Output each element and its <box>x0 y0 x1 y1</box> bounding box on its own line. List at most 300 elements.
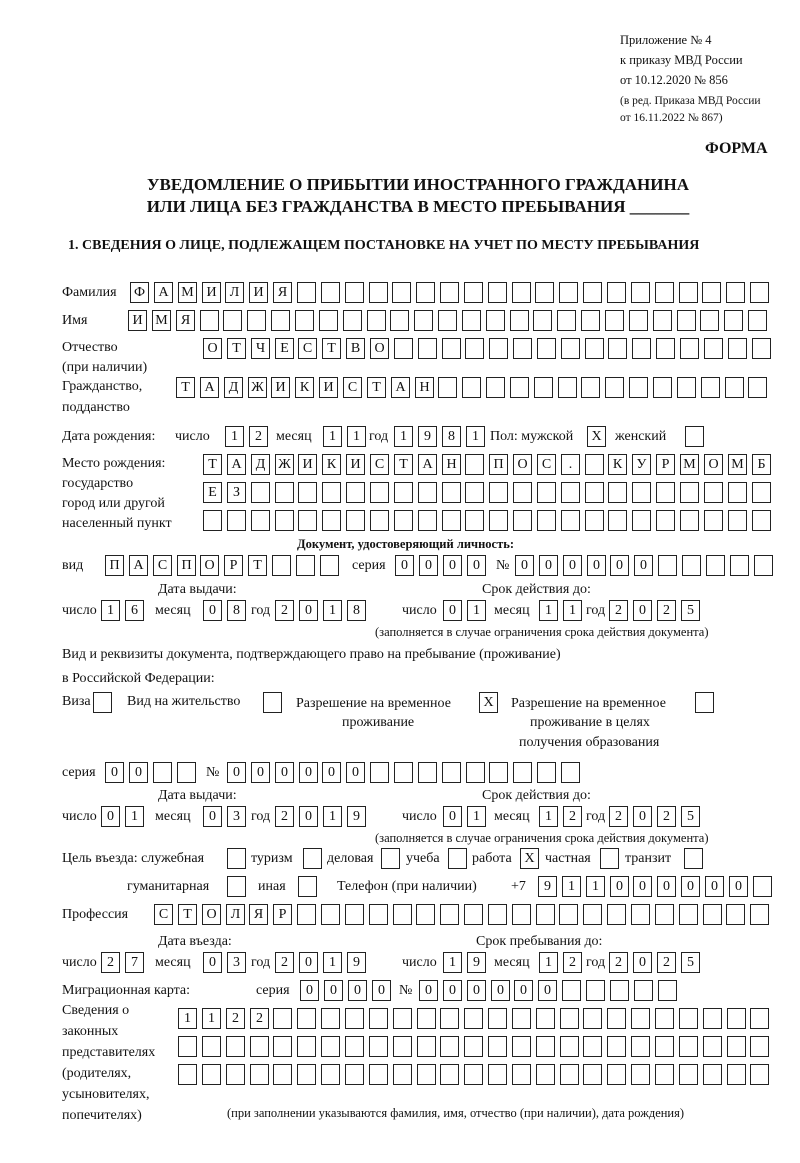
profession-cell[interactable]: Я <box>249 904 268 925</box>
id-number-cell[interactable] <box>658 555 677 576</box>
transit-checkbox[interactable] <box>684 848 703 869</box>
stay-number-cell[interactable]: 0 <box>322 762 341 783</box>
until-month-cell[interactable]: 1 <box>539 952 558 973</box>
visa-checkbox[interactable] <box>93 692 112 713</box>
name-cell[interactable] <box>343 310 362 331</box>
birth-place-3-cell[interactable] <box>608 510 627 531</box>
reps-2-cell[interactable] <box>536 1036 555 1057</box>
birth-place-3-cell[interactable] <box>680 510 699 531</box>
reps-2-cell[interactable] <box>631 1036 650 1057</box>
id-series-cell[interactable]: 0 <box>395 555 414 576</box>
name-cell[interactable]: И <box>128 310 147 331</box>
name-cell[interactable] <box>223 310 242 331</box>
until-year-cell[interactable]: 5 <box>681 952 700 973</box>
birth-place-2-cell[interactable] <box>656 482 675 503</box>
id-issue-year-cell[interactable]: 0 <box>299 600 318 621</box>
birth-place-3-cell[interactable] <box>298 510 317 531</box>
patronymic-cell[interactable]: Т <box>322 338 341 359</box>
stay-series-cell[interactable] <box>153 762 172 783</box>
reps-1-cell[interactable] <box>393 1008 412 1029</box>
birth-place-1-cell[interactable]: А <box>227 454 246 475</box>
birth-place-3-cell[interactable] <box>465 510 484 531</box>
birth-place-3-cell[interactable] <box>561 510 580 531</box>
profession-cell[interactable] <box>488 904 507 925</box>
id-number-cell[interactable]: 0 <box>515 555 534 576</box>
entry-year-cell[interactable]: 0 <box>299 952 318 973</box>
citizenship-cell[interactable] <box>725 377 744 398</box>
name-cell[interactable] <box>295 310 314 331</box>
card-series-cell[interactable]: 0 <box>324 980 343 1001</box>
reps-2-cell[interactable] <box>655 1036 674 1057</box>
card-series-cell[interactable]: 0 <box>300 980 319 1001</box>
surname-cell[interactable] <box>726 282 745 303</box>
stay-valid-day-cell[interactable]: 0 <box>443 806 462 827</box>
id-valid-month-cell[interactable]: 1 <box>539 600 558 621</box>
surname-cell[interactable]: Л <box>225 282 244 303</box>
birth-year-cell[interactable]: 9 <box>418 426 437 447</box>
id-issue-month-cell[interactable]: 0 <box>203 600 222 621</box>
entry-month-cell[interactable]: 0 <box>203 952 222 973</box>
birth-place-1-cell[interactable]: М <box>728 454 747 475</box>
id-number-cell[interactable] <box>754 555 773 576</box>
edu-permit-checkbox[interactable] <box>695 692 714 713</box>
male-checkbox[interactable]: X <box>587 426 606 447</box>
reps-1-cell[interactable] <box>512 1008 531 1029</box>
id-series-cell[interactable]: 0 <box>467 555 486 576</box>
stay-number-cell[interactable] <box>418 762 437 783</box>
profession-cell[interactable] <box>631 904 650 925</box>
profession-cell[interactable] <box>440 904 459 925</box>
reps-2-cell[interactable] <box>417 1036 436 1057</box>
surname-cell[interactable] <box>512 282 531 303</box>
entry-day-cell[interactable]: 2 <box>101 952 120 973</box>
profession-cell[interactable] <box>464 904 483 925</box>
reps-3-cell[interactable] <box>297 1064 316 1085</box>
name-cell[interactable] <box>200 310 219 331</box>
stay-issue-year-cell[interactable]: 2 <box>275 806 294 827</box>
patronymic-cell[interactable]: С <box>298 338 317 359</box>
reps-2-cell[interactable] <box>750 1036 769 1057</box>
temp-permit-checkbox[interactable]: X <box>479 692 498 713</box>
surname-cell[interactable] <box>655 282 674 303</box>
reps-2-cell[interactable] <box>727 1036 746 1057</box>
patronymic-cell[interactable] <box>537 338 556 359</box>
profession-cell[interactable]: Т <box>178 904 197 925</box>
name-cell[interactable] <box>462 310 481 331</box>
reps-2-cell[interactable] <box>321 1036 340 1057</box>
official-checkbox[interactable] <box>227 848 246 869</box>
stay-issue-year-cell[interactable]: 1 <box>323 806 342 827</box>
stay-issue-day-cell[interactable]: 1 <box>125 806 144 827</box>
reps-2-cell[interactable] <box>273 1036 292 1057</box>
patronymic-cell[interactable] <box>608 338 627 359</box>
phone-cell[interactable]: 0 <box>610 876 629 897</box>
name-cell[interactable] <box>247 310 266 331</box>
birth-place-3-cell[interactable] <box>227 510 246 531</box>
reps-3-cell[interactable] <box>560 1064 579 1085</box>
profession-cell[interactable] <box>607 904 626 925</box>
reps-3-cell[interactable] <box>178 1064 197 1085</box>
name-cell[interactable] <box>414 310 433 331</box>
card-number-cell[interactable]: 0 <box>419 980 438 1001</box>
id-issue-year-cell[interactable]: 8 <box>347 600 366 621</box>
stay-number-cell[interactable] <box>370 762 389 783</box>
citizenship-cell[interactable] <box>605 377 624 398</box>
reps-3-cell[interactable] <box>273 1064 292 1085</box>
id-issue-day-cell[interactable]: 1 <box>101 600 120 621</box>
reps-3-cell[interactable] <box>536 1064 555 1085</box>
phone-cell[interactable]: 0 <box>657 876 676 897</box>
patronymic-cell[interactable] <box>513 338 532 359</box>
surname-cell[interactable] <box>559 282 578 303</box>
id-valid-month-cell[interactable]: 1 <box>563 600 582 621</box>
birth-place-2-cell[interactable] <box>322 482 341 503</box>
birth-place-1-cell[interactable]: И <box>298 454 317 475</box>
card-number-cell[interactable] <box>610 980 629 1001</box>
stay-number-cell[interactable]: 0 <box>299 762 318 783</box>
stay-number-cell[interactable] <box>489 762 508 783</box>
surname-cell[interactable] <box>702 282 721 303</box>
patronymic-cell[interactable]: О <box>370 338 389 359</box>
id-number-cell[interactable]: 0 <box>563 555 582 576</box>
birth-place-2-cell[interactable]: З <box>227 482 246 503</box>
entry-month-cell[interactable]: 3 <box>227 952 246 973</box>
card-number-cell[interactable]: 0 <box>538 980 557 1001</box>
surname-cell[interactable] <box>607 282 626 303</box>
reps-3-cell[interactable] <box>607 1064 626 1085</box>
until-day-cell[interactable]: 1 <box>443 952 462 973</box>
birth-place-1-cell[interactable]: С <box>537 454 556 475</box>
reps-3-cell[interactable] <box>679 1064 698 1085</box>
stay-issue-day-cell[interactable]: 0 <box>101 806 120 827</box>
surname-cell[interactable] <box>321 282 340 303</box>
birth-place-1-cell[interactable]: П <box>489 454 508 475</box>
surname-cell[interactable]: М <box>178 282 197 303</box>
female-checkbox[interactable] <box>685 426 704 447</box>
patronymic-cell[interactable]: Е <box>275 338 294 359</box>
reps-3-cell[interactable] <box>202 1064 221 1085</box>
citizenship-cell[interactable] <box>701 377 720 398</box>
id-valid-year-cell[interactable]: 2 <box>657 600 676 621</box>
profession-cell[interactable] <box>750 904 769 925</box>
birth-day-cell[interactable]: 1 <box>225 426 244 447</box>
name-cell[interactable] <box>438 310 457 331</box>
until-year-cell[interactable]: 2 <box>657 952 676 973</box>
surname-cell[interactable] <box>416 282 435 303</box>
stay-valid-year-cell[interactable]: 2 <box>609 806 628 827</box>
surname-cell[interactable] <box>369 282 388 303</box>
birth-place-1-cell[interactable]: М <box>680 454 699 475</box>
phone-cell[interactable]: 0 <box>633 876 652 897</box>
birth-place-2-cell[interactable] <box>275 482 294 503</box>
reps-2-cell[interactable] <box>393 1036 412 1057</box>
reps-3-cell[interactable] <box>417 1064 436 1085</box>
stay-valid-year-cell[interactable]: 5 <box>681 806 700 827</box>
birth-place-1-cell[interactable]: . <box>561 454 580 475</box>
reps-2-cell[interactable] <box>250 1036 269 1057</box>
birth-place-1-cell[interactable]: Р <box>656 454 675 475</box>
reps-1-cell[interactable] <box>297 1008 316 1029</box>
patronymic-cell[interactable]: Ч <box>251 338 270 359</box>
birth-place-1-cell[interactable]: К <box>608 454 627 475</box>
birth-place-3-cell[interactable] <box>275 510 294 531</box>
card-number-cell[interactable] <box>634 980 653 1001</box>
name-cell[interactable] <box>390 310 409 331</box>
reps-1-cell[interactable] <box>607 1008 626 1029</box>
patronymic-cell[interactable]: Т <box>227 338 246 359</box>
reps-2-cell[interactable] <box>297 1036 316 1057</box>
id-kind-cell[interactable] <box>320 555 339 576</box>
reps-3-cell[interactable] <box>250 1064 269 1085</box>
birth-place-1-cell[interactable] <box>465 454 484 475</box>
reps-2-cell[interactable] <box>440 1036 459 1057</box>
birth-place-3-cell[interactable] <box>251 510 270 531</box>
until-month-cell[interactable]: 2 <box>563 952 582 973</box>
birth-place-2-cell[interactable] <box>394 482 413 503</box>
tourism-checkbox[interactable] <box>303 848 322 869</box>
name-cell[interactable] <box>367 310 386 331</box>
reps-3-cell[interactable] <box>440 1064 459 1085</box>
stay-series-cell[interactable]: 0 <box>105 762 124 783</box>
birth-place-3-cell[interactable] <box>346 510 365 531</box>
id-number-cell[interactable]: 0 <box>610 555 629 576</box>
reps-3-cell[interactable] <box>226 1064 245 1085</box>
birth-place-2-cell[interactable] <box>251 482 270 503</box>
birth-place-2-cell[interactable]: Е <box>203 482 222 503</box>
surname-cell[interactable] <box>345 282 364 303</box>
card-number-cell[interactable]: 0 <box>514 980 533 1001</box>
profession-cell[interactable]: С <box>154 904 173 925</box>
birth-place-3-cell[interactable] <box>203 510 222 531</box>
id-valid-year-cell[interactable]: 0 <box>633 600 652 621</box>
birth-place-2-cell[interactable] <box>513 482 532 503</box>
card-number-cell[interactable]: 0 <box>467 980 486 1001</box>
birth-month-cell[interactable]: 1 <box>347 426 366 447</box>
id-series-cell[interactable]: 0 <box>443 555 462 576</box>
until-year-cell[interactable]: 2 <box>609 952 628 973</box>
id-valid-day-cell[interactable]: 1 <box>467 600 486 621</box>
stay-issue-month-cell[interactable]: 3 <box>227 806 246 827</box>
reps-2-cell[interactable] <box>369 1036 388 1057</box>
id-valid-day-cell[interactable]: 0 <box>443 600 462 621</box>
stay-number-cell[interactable] <box>513 762 532 783</box>
birth-place-1-cell[interactable]: Т <box>203 454 222 475</box>
until-day-cell[interactable]: 9 <box>467 952 486 973</box>
reps-1-cell[interactable] <box>679 1008 698 1029</box>
reps-3-cell[interactable] <box>369 1064 388 1085</box>
profession-cell[interactable] <box>369 904 388 925</box>
citizenship-cell[interactable] <box>581 377 600 398</box>
birth-place-2-cell[interactable] <box>632 482 651 503</box>
profession-cell[interactable] <box>703 904 722 925</box>
reps-2-cell[interactable] <box>178 1036 197 1057</box>
birth-place-1-cell[interactable]: О <box>513 454 532 475</box>
profession-cell[interactable] <box>536 904 555 925</box>
reps-1-cell[interactable] <box>464 1008 483 1029</box>
card-number-cell[interactable]: 0 <box>443 980 462 1001</box>
private-checkbox[interactable] <box>600 848 619 869</box>
reps-3-cell[interactable] <box>727 1064 746 1085</box>
reps-1-cell[interactable] <box>631 1008 650 1029</box>
birth-place-2-cell[interactable] <box>561 482 580 503</box>
citizenship-cell[interactable]: Ж <box>248 377 267 398</box>
stay-number-cell[interactable] <box>537 762 556 783</box>
id-number-cell[interactable] <box>706 555 725 576</box>
citizenship-cell[interactable] <box>486 377 505 398</box>
citizenship-cell[interactable] <box>748 377 767 398</box>
patronymic-cell[interactable] <box>656 338 675 359</box>
reps-3-cell[interactable] <box>512 1064 531 1085</box>
id-kind-cell[interactable]: Т <box>248 555 267 576</box>
id-number-cell[interactable]: 0 <box>634 555 653 576</box>
entry-year-cell[interactable]: 9 <box>347 952 366 973</box>
id-issue-month-cell[interactable]: 8 <box>227 600 246 621</box>
phone-cell[interactable]: 1 <box>562 876 581 897</box>
birth-place-1-cell[interactable]: Н <box>442 454 461 475</box>
stay-valid-year-cell[interactable]: 0 <box>633 806 652 827</box>
citizenship-cell[interactable]: Д <box>224 377 243 398</box>
birth-place-2-cell[interactable] <box>537 482 556 503</box>
surname-cell[interactable] <box>297 282 316 303</box>
name-cell[interactable] <box>724 310 743 331</box>
patronymic-cell[interactable]: О <box>203 338 222 359</box>
id-issue-year-cell[interactable]: 2 <box>275 600 294 621</box>
citizenship-cell[interactable]: Н <box>415 377 434 398</box>
stay-valid-month-cell[interactable]: 1 <box>539 806 558 827</box>
id-number-cell[interactable]: 0 <box>587 555 606 576</box>
reps-3-cell[interactable] <box>750 1064 769 1085</box>
citizenship-cell[interactable]: И <box>319 377 338 398</box>
patronymic-cell[interactable] <box>728 338 747 359</box>
birth-place-1-cell[interactable]: С <box>370 454 389 475</box>
profession-cell[interactable] <box>726 904 745 925</box>
name-cell[interactable] <box>486 310 505 331</box>
birth-year-cell[interactable]: 1 <box>394 426 413 447</box>
birth-place-3-cell[interactable] <box>513 510 532 531</box>
name-cell[interactable] <box>271 310 290 331</box>
other-checkbox[interactable] <box>298 876 317 897</box>
profession-cell[interactable] <box>655 904 674 925</box>
reps-1-cell[interactable] <box>560 1008 579 1029</box>
surname-cell[interactable]: И <box>249 282 268 303</box>
birth-place-3-cell[interactable] <box>489 510 508 531</box>
citizenship-cell[interactable]: С <box>343 377 362 398</box>
name-cell[interactable]: Я <box>176 310 195 331</box>
stay-valid-year-cell[interactable]: 2 <box>657 806 676 827</box>
phone-cell[interactable]: 9 <box>538 876 557 897</box>
citizenship-cell[interactable] <box>558 377 577 398</box>
name-cell[interactable] <box>581 310 600 331</box>
patronymic-cell[interactable] <box>442 338 461 359</box>
id-kind-cell[interactable]: С <box>153 555 172 576</box>
id-kind-cell[interactable] <box>272 555 291 576</box>
id-kind-cell[interactable]: О <box>200 555 219 576</box>
birth-place-1-cell[interactable]: И <box>346 454 365 475</box>
name-cell[interactable] <box>677 310 696 331</box>
patronymic-cell[interactable] <box>394 338 413 359</box>
reps-2-cell[interactable] <box>703 1036 722 1057</box>
card-series-cell[interactable]: 0 <box>348 980 367 1001</box>
birth-place-1-cell[interactable]: Б <box>752 454 771 475</box>
profession-cell[interactable]: Р <box>273 904 292 925</box>
reps-3-cell[interactable] <box>393 1064 412 1085</box>
birth-place-3-cell[interactable] <box>442 510 461 531</box>
entry-year-cell[interactable]: 2 <box>275 952 294 973</box>
profession-cell[interactable]: Л <box>226 904 245 925</box>
birth-place-2-cell[interactable] <box>608 482 627 503</box>
name-cell[interactable] <box>700 310 719 331</box>
birth-place-1-cell[interactable]: Ж <box>275 454 294 475</box>
profession-cell[interactable] <box>583 904 602 925</box>
reps-2-cell[interactable] <box>488 1036 507 1057</box>
citizenship-cell[interactable] <box>677 377 696 398</box>
reps-3-cell[interactable] <box>655 1064 674 1085</box>
birth-place-3-cell[interactable] <box>752 510 771 531</box>
id-number-cell[interactable] <box>682 555 701 576</box>
birth-place-1-cell[interactable]: У <box>632 454 651 475</box>
reps-1-cell[interactable] <box>727 1008 746 1029</box>
reps-1-cell[interactable] <box>321 1008 340 1029</box>
reps-1-cell[interactable]: 1 <box>202 1008 221 1029</box>
reps-1-cell[interactable] <box>440 1008 459 1029</box>
birth-place-2-cell[interactable] <box>418 482 437 503</box>
id-kind-cell[interactable]: Р <box>224 555 243 576</box>
id-issue-year-cell[interactable]: 1 <box>323 600 342 621</box>
card-series-cell[interactable]: 0 <box>372 980 391 1001</box>
reps-2-cell[interactable] <box>607 1036 626 1057</box>
stay-series-cell[interactable]: 0 <box>129 762 148 783</box>
reps-2-cell[interactable] <box>583 1036 602 1057</box>
profession-cell[interactable] <box>345 904 364 925</box>
reps-3-cell[interactable] <box>488 1064 507 1085</box>
patronymic-cell[interactable] <box>489 338 508 359</box>
surname-cell[interactable] <box>750 282 769 303</box>
birth-place-2-cell[interactable] <box>298 482 317 503</box>
card-number-cell[interactable] <box>658 980 677 1001</box>
stay-valid-month-cell[interactable]: 2 <box>563 806 582 827</box>
birth-day-cell[interactable]: 2 <box>249 426 268 447</box>
birth-place-1-cell[interactable]: Д <box>251 454 270 475</box>
until-year-cell[interactable]: 0 <box>633 952 652 973</box>
card-number-cell[interactable] <box>586 980 605 1001</box>
birth-place-1-cell[interactable] <box>585 454 604 475</box>
id-kind-cell[interactable] <box>296 555 315 576</box>
name-cell[interactable] <box>748 310 767 331</box>
citizenship-cell[interactable]: А <box>391 377 410 398</box>
reps-1-cell[interactable] <box>369 1008 388 1029</box>
id-valid-year-cell[interactable]: 5 <box>681 600 700 621</box>
birth-place-1-cell[interactable]: О <box>704 454 723 475</box>
citizenship-cell[interactable]: К <box>295 377 314 398</box>
citizenship-cell[interactable] <box>653 377 672 398</box>
name-cell[interactable] <box>629 310 648 331</box>
surname-cell[interactable]: И <box>202 282 221 303</box>
name-cell[interactable]: М <box>152 310 171 331</box>
card-number-cell[interactable]: 0 <box>491 980 510 1001</box>
patronymic-cell[interactable] <box>680 338 699 359</box>
citizenship-cell[interactable] <box>534 377 553 398</box>
stay-issue-year-cell[interactable]: 9 <box>347 806 366 827</box>
reps-3-cell[interactable] <box>345 1064 364 1085</box>
reps-3-cell[interactable] <box>321 1064 340 1085</box>
birth-place-3-cell[interactable] <box>322 510 341 531</box>
patronymic-cell[interactable] <box>632 338 651 359</box>
phone-cell[interactable]: 1 <box>586 876 605 897</box>
reps-1-cell[interactable] <box>655 1008 674 1029</box>
birth-place-1-cell[interactable]: А <box>418 454 437 475</box>
stay-valid-day-cell[interactable]: 1 <box>467 806 486 827</box>
phone-cell[interactable] <box>753 876 772 897</box>
